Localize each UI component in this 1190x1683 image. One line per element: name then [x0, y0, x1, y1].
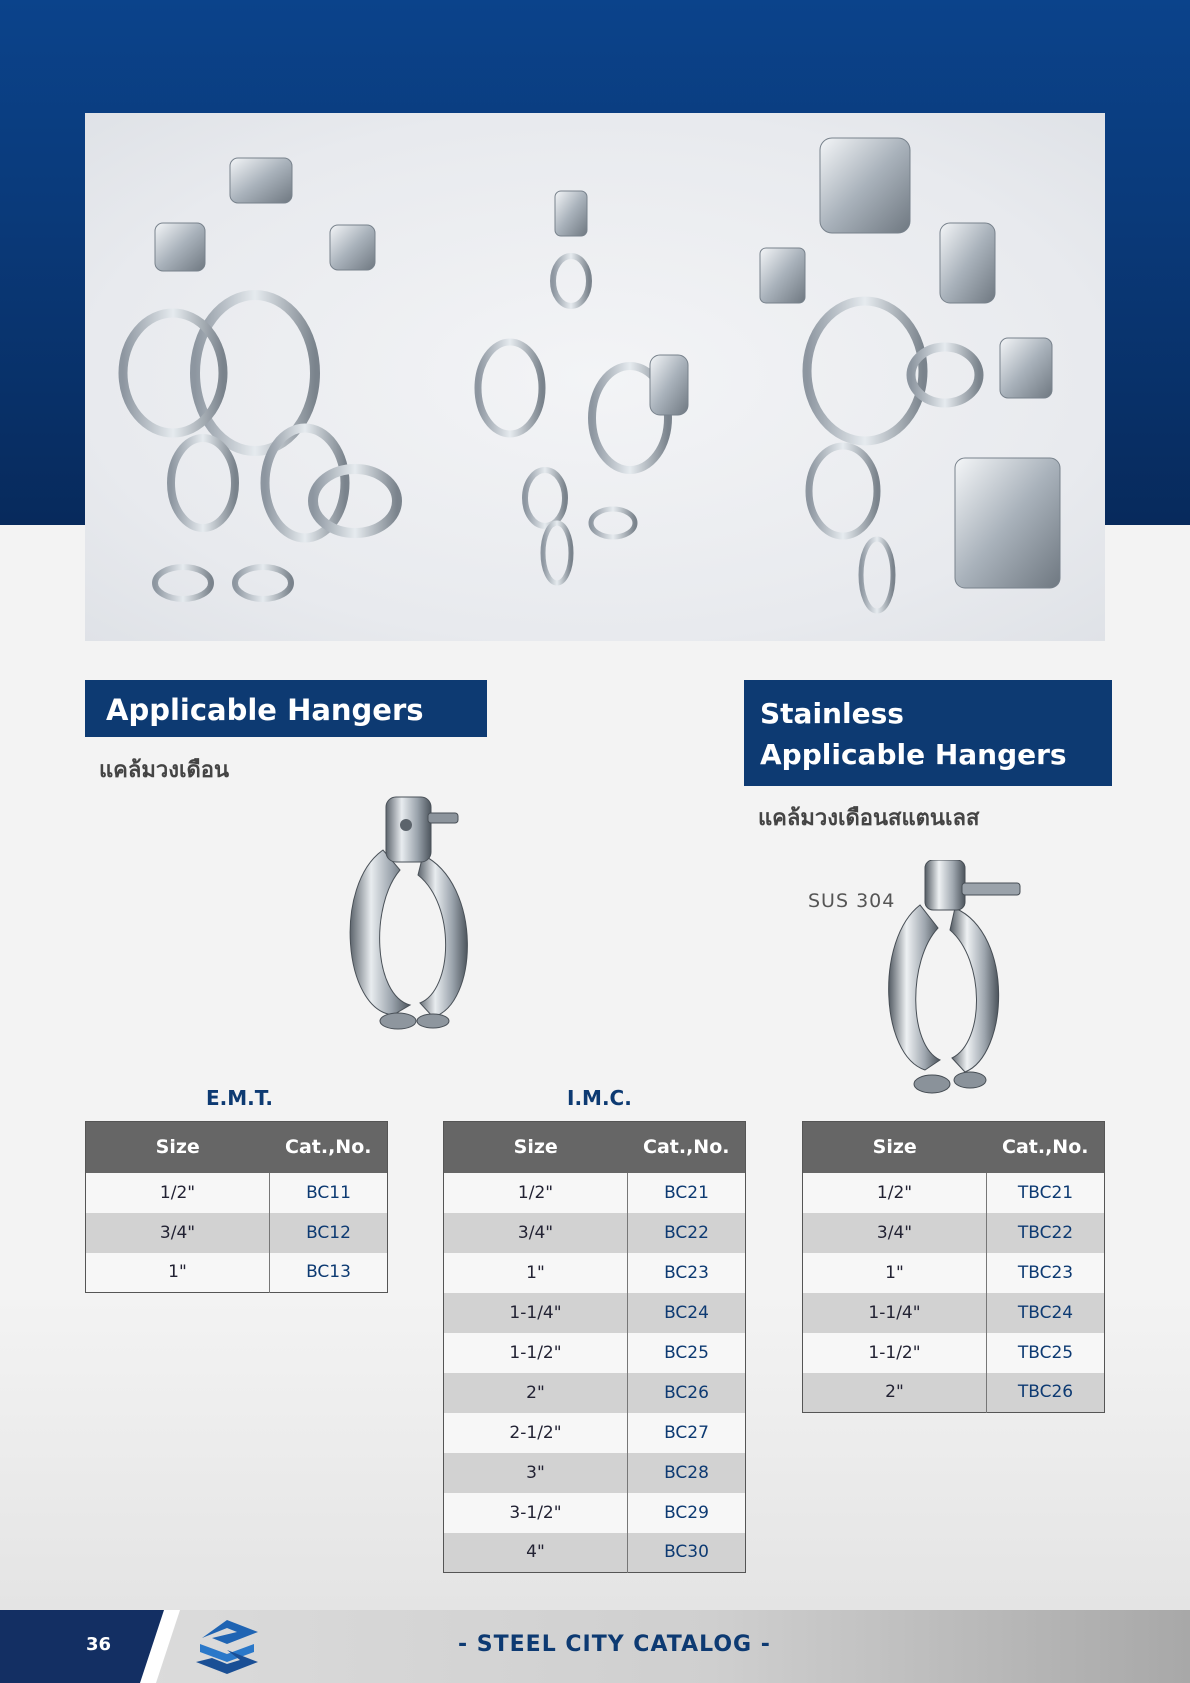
size-cell: 1-1/4": [444, 1293, 628, 1333]
table-row: [803, 1253, 1105, 1293]
cat-no-cell: TBC22: [987, 1213, 1105, 1253]
cat-no-cell: BC22: [628, 1213, 746, 1253]
size-cell: 1-1/4": [803, 1293, 987, 1333]
size-cell: 1-1/2": [444, 1333, 628, 1373]
size-cell: 1": [444, 1253, 628, 1293]
table-row: [444, 1413, 746, 1453]
table-row: [444, 1533, 746, 1573]
size-cell: 3/4": [803, 1213, 987, 1253]
table-row: [444, 1333, 746, 1373]
table-row: [444, 1213, 746, 1253]
stainless-hanger-product-image: [880, 860, 1030, 1100]
stainless-title-line1: Stainless: [760, 697, 904, 730]
cat-no-cell: BC30: [628, 1533, 746, 1573]
size-cell: 3/4": [444, 1213, 628, 1253]
size-cell: 1/2": [803, 1173, 987, 1213]
cat-no-cell: BC21: [628, 1173, 746, 1213]
stainless-hangers-title: [744, 680, 1112, 786]
size-cell: 3/4": [86, 1213, 270, 1253]
cat-no-cell: TBC21: [987, 1173, 1105, 1213]
cat-no-cell: BC29: [628, 1493, 746, 1533]
table-row: [444, 1293, 746, 1333]
size-cell: 3-1/2": [444, 1493, 628, 1533]
stainless-title-line2: Applicable Hangers: [760, 738, 1067, 771]
cat-no-column-header: Cat.,No.: [628, 1122, 746, 1173]
table-header-row: [444, 1122, 746, 1173]
cat-no-cell: BC24: [628, 1293, 746, 1333]
cat-no-cell: TBC25: [987, 1333, 1105, 1373]
stainless-table: [802, 1121, 1105, 1413]
cat-no-cell: BC27: [628, 1413, 746, 1453]
size-cell: 3": [444, 1453, 628, 1493]
table-row: [803, 1213, 1105, 1253]
cat-no-cell: BC26: [628, 1373, 746, 1413]
table-row: [444, 1493, 746, 1533]
size-column-header: Size: [803, 1122, 987, 1173]
cat-no-cell: TBC26: [987, 1373, 1105, 1413]
size-column-header: Size: [444, 1122, 628, 1173]
table-row: [444, 1173, 746, 1213]
imc-table: [443, 1121, 746, 1573]
cat-no-cell: TBC23: [987, 1253, 1105, 1293]
cat-no-cell: BC23: [628, 1253, 746, 1293]
page-footer: [0, 1610, 1190, 1683]
cat-no-column-header: Cat.,No.: [987, 1122, 1105, 1173]
cat-no-cell: TBC24: [987, 1293, 1105, 1333]
table-header-row: [86, 1122, 388, 1173]
table-row: [803, 1333, 1105, 1373]
page-number-box: [0, 1610, 165, 1683]
page-number: 36: [86, 1634, 112, 1655]
steel-city-logo-icon: [192, 1618, 262, 1676]
applicable-hangers-thai-subtitle: แคล้มวงเดือน: [99, 758, 230, 783]
table-header-row: [803, 1122, 1105, 1173]
applicable-hangers-title: Applicable Hangers: [85, 680, 487, 737]
cat-no-cell: BC12: [270, 1213, 388, 1253]
size-column-header: Size: [86, 1122, 270, 1173]
size-cell: 2": [803, 1373, 987, 1413]
table-row: [803, 1373, 1105, 1413]
emt-table-title: E.M.T.: [206, 1086, 273, 1110]
hanger-product-image: [338, 795, 498, 1035]
table-row: [444, 1373, 746, 1413]
size-cell: 1/2": [444, 1173, 628, 1213]
imc-table-title: I.M.C.: [567, 1086, 632, 1110]
catalog-name: - STEEL CITY CATALOG -: [458, 1632, 771, 1657]
emt-table: [85, 1121, 388, 1293]
table-row: [86, 1253, 388, 1293]
cat-no-cell: BC11: [270, 1173, 388, 1213]
table-row: [444, 1253, 746, 1293]
cat-no-cell: BC25: [628, 1333, 746, 1373]
table-row: [86, 1173, 388, 1213]
table-row: [444, 1453, 746, 1493]
size-cell: 4": [444, 1533, 628, 1573]
size-cell: 1/2": [86, 1173, 270, 1213]
size-cell: 1-1/2": [803, 1333, 987, 1373]
cat-no-column-header: Cat.,No.: [270, 1122, 388, 1173]
table-row: [803, 1173, 1105, 1213]
size-cell: 2": [444, 1373, 628, 1413]
table-row: [86, 1213, 388, 1253]
material-grade-label: SUS 304: [808, 890, 896, 912]
cat-no-cell: BC13: [270, 1253, 388, 1293]
hangers-collage-illustration: [85, 113, 1105, 641]
size-cell: 2-1/2": [444, 1413, 628, 1453]
table-row: [803, 1293, 1105, 1333]
cat-no-cell: BC28: [628, 1453, 746, 1493]
stainless-hangers-thai-subtitle: แคล้มวงเดือนสแตนเลส: [758, 806, 980, 831]
size-cell: 1": [803, 1253, 987, 1293]
size-cell: 1": [86, 1253, 270, 1293]
product-photo: [85, 113, 1105, 641]
